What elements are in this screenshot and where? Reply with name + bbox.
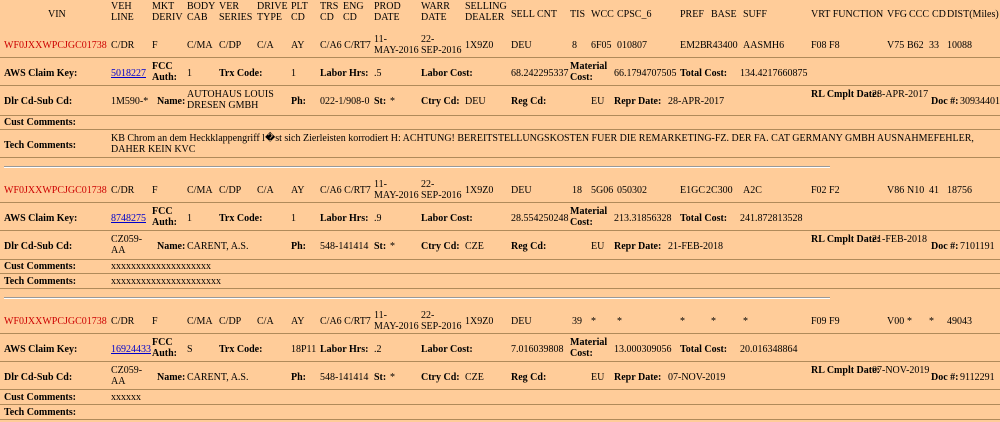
header-vin: VIN [48, 9, 66, 20]
rl-cmplt-date-label: RL Cmplt Date: [811, 89, 880, 100]
warr-date-value: 22- SEP-2016 [421, 34, 462, 56]
st-value: * [390, 372, 395, 383]
repr-date-label: Repr Date: [614, 96, 662, 107]
st-label: St: [374, 372, 387, 383]
vfg-value: V86 [887, 185, 905, 196]
base-value: * [711, 316, 716, 327]
header-wcc: WCC [591, 9, 614, 20]
ver-series-value: C/DP [219, 40, 242, 51]
aws-claim-key-label: AWS Claim Key: [4, 344, 78, 355]
reg-cd-label: Reg Cd: [511, 241, 547, 252]
header-tis: TIS [570, 9, 585, 20]
body-cab-value: C/MA [187, 316, 213, 327]
row-divider [0, 259, 1000, 260]
header-eng-cd: ENG CD [343, 1, 364, 23]
reg-cd-value: EU [591, 372, 605, 383]
pref-value: * [680, 316, 685, 327]
trx-code-value: 1 [291, 213, 296, 224]
labor-hrs-label: Labor Hrs: [320, 344, 369, 355]
selling-dealer-value: 1X9Z0 [465, 40, 494, 51]
rl-cmplt-date-value: 21-FEB-2018 [872, 234, 927, 245]
cd-value: 33 [929, 40, 939, 51]
dlr-cd-value: CZ059-AA [111, 365, 143, 387]
header-prod-date: PROD DATE [374, 1, 401, 23]
fcc-auth-value: S [187, 344, 193, 355]
reg-cd-value: EU [591, 241, 605, 252]
header-ver-series: VER SERIES [219, 1, 253, 23]
tech-comments-value: KB Chrom an dem Heckklappengriff l�st sich Zierleisten korrodiert H: ACHTUNG! BEREITSTELLUNGSKOSTEN FUER DIE REMARKETING-FZ. DER FA. CAT GERMANY GMBH AUSNAHMEFEHLER, DAHER KEIN KVC [111, 133, 974, 155]
drive-type-value: C/A [257, 40, 274, 51]
fcc-auth-label: FCC Auth: [152, 206, 178, 228]
dlr-cd-label: Dlr Cd-Sub Cd: [4, 96, 73, 107]
row-divider [0, 333, 1000, 334]
suff-value: A2C [743, 185, 762, 196]
veh-line-value: C/DR [111, 185, 135, 196]
reg-cd-value: EU [591, 96, 605, 107]
aws-claim-key-link[interactable]: 8748275 [111, 213, 146, 224]
ccc-value: N10 [907, 185, 925, 196]
total-cost-value: 134.4217660875 [740, 68, 808, 79]
tis-value: 39 [572, 316, 582, 327]
dlr-cd-label: Dlr Cd-Sub Cd: [4, 241, 73, 252]
ver-series-value: C/DP [219, 185, 242, 196]
repr-date-value: 07-NOV-2019 [668, 372, 726, 383]
total-cost-value: 20.016348864 [740, 344, 798, 355]
header-selling-dealer: SELLING DEALER [465, 1, 507, 23]
total-cost-label: Total Cost: [680, 344, 728, 355]
warr-date-value: 22- SEP-2016 [421, 310, 462, 332]
sell-cnt-value: DEU [511, 316, 532, 327]
selling-dealer-value: 1X9Z0 [465, 316, 494, 327]
row-divider [0, 157, 1000, 158]
veh-line-value: C/DR [111, 40, 135, 51]
vin-value: WF0JXXWPCJGC01738 [4, 40, 107, 51]
drive-type-value: C/A [257, 185, 274, 196]
dlr-cd-value: 1M590-* [111, 96, 149, 107]
ccc-value: B62 [907, 40, 924, 51]
header-vrt-function: VRT FUNCTION [811, 9, 884, 20]
aws-claim-key-label: AWS Claim Key: [4, 68, 78, 79]
suff-value: AASMH6 [743, 40, 785, 51]
wcc-value: 5G06 [591, 185, 614, 196]
tis-value: 8 [572, 40, 577, 51]
drive-type-value: C/A [257, 316, 274, 327]
row-divider [0, 85, 1000, 86]
repr-date-label: Repr Date: [614, 372, 662, 383]
rl-cmplt-date-value: 07-NOV-2019 [872, 365, 930, 376]
row-divider [0, 361, 1000, 362]
body-cab-value: C/MA [187, 40, 213, 51]
selling-dealer-value: 1X9Z0 [465, 185, 494, 196]
header-plt-cd: PLT CD [291, 1, 308, 23]
vfg-value: V00 [887, 316, 905, 327]
rl-cmplt-date-value: 28-APR-2017 [872, 89, 929, 100]
dist-value: 10088 [947, 40, 972, 51]
mkt-deriv-value: F [152, 185, 158, 196]
tech-comments-label: Tech Comments: [4, 407, 77, 418]
plt-cd-value: AY [291, 40, 305, 51]
mkt-deriv-value: F [152, 40, 158, 51]
st-value: * [390, 241, 395, 252]
doc-value: 30934401 [960, 96, 1000, 107]
phone-value: 548-141414 [320, 241, 369, 252]
pref-value: E1GC [680, 185, 705, 196]
row-divider [0, 129, 1000, 130]
suff-value: * [743, 316, 748, 327]
row-divider [0, 419, 1000, 420]
total-cost-value: 241.872813528 [740, 213, 803, 224]
ph-label: Ph: [291, 96, 306, 107]
row-divider [0, 404, 1000, 405]
material-cost-value: 13.000309056 [614, 344, 672, 355]
labor-hrs-label: Labor Hrs: [320, 213, 369, 224]
vrt-function-value: F09 F9 [811, 316, 840, 327]
fcc-auth-value: 1 [187, 213, 192, 224]
header-drive-type: DRIVE TYPE [257, 1, 288, 23]
labor-cost-label: Labor Cost: [421, 68, 473, 79]
doc-label: Doc #: [931, 96, 959, 107]
header-mkt-deriv: MKT DERIV [152, 1, 183, 23]
ver-series-value: C/DP [219, 316, 242, 327]
ctry-cd-label: Ctry Cd: [421, 372, 460, 383]
ctry-cd-value: DEU [465, 96, 486, 107]
trs-eng-value: C/A6 C/RT7 [320, 185, 371, 196]
fcc-auth-label: FCC Auth: [152, 61, 178, 83]
reg-cd-label: Reg Cd: [511, 372, 547, 383]
aws-claim-key-link[interactable]: 5018227 [111, 68, 146, 79]
row-divider [0, 202, 1000, 203]
header-cpsc: CPSC_6 [617, 9, 652, 20]
base-value: R43400 [706, 40, 738, 51]
vrt-function-value: F02 F2 [811, 185, 840, 196]
vfg-value: V75 [887, 40, 905, 51]
ccc-value: * [907, 316, 912, 327]
cust-comments-label: Cust Comments: [4, 261, 76, 272]
dealer-name-value: AUTOHAUS LOUIS DRESEN GMBH [187, 89, 274, 111]
trx-code-label: Trx Code: [219, 344, 263, 355]
row-divider [0, 115, 1000, 116]
labor-cost-value: 68.242295337 [511, 68, 569, 79]
ph-label: Ph: [291, 241, 306, 252]
tech-comments-label: Tech Comments: [4, 276, 77, 287]
st-value: * [390, 96, 395, 107]
doc-label: Doc #: [931, 372, 959, 383]
trx-code-label: Trx Code: [219, 68, 263, 79]
row-divider [0, 273, 1000, 274]
cust-comments-value: xxxxxx [111, 392, 141, 403]
total-cost-label: Total Cost: [680, 213, 728, 224]
repr-date-value: 28-APR-2017 [668, 96, 725, 107]
warr-date-value: 22- SEP-2016 [421, 179, 462, 201]
name-label: Name: [157, 96, 186, 107]
header-cd: CD [932, 9, 946, 20]
cd-value: * [929, 316, 934, 327]
labor-cost-label: Labor Cost: [421, 344, 473, 355]
dist-value: 49043 [947, 316, 972, 327]
fcc-auth-value: 1 [187, 68, 192, 79]
header-suff: SUFF [743, 9, 767, 20]
row-divider [0, 230, 1000, 231]
pref-value: EM2B [680, 40, 707, 51]
material-cost-value: 66.1794707505 [614, 68, 677, 79]
plt-cd-value: AY [291, 316, 305, 327]
st-label: St: [374, 241, 387, 252]
cpsc-value: 010807 [617, 40, 647, 51]
header-body-cab: BODY CAB [187, 1, 216, 23]
prod-date-value: 11- MAY-2016 [374, 310, 419, 332]
trx-code-value: 18P11 [291, 344, 317, 355]
cust-comments-label: Cust Comments: [4, 117, 76, 128]
header-vfg: VFG [887, 9, 908, 20]
header-dist: DIST(Miles) [947, 9, 999, 20]
trs-eng-value: C/A6 C/RT7 [320, 40, 371, 51]
material-cost-value: 213.31856328 [614, 213, 672, 224]
dealer-name-value: CARENT, A.S. [187, 241, 249, 252]
header-warr-date: WARR DATE [421, 1, 450, 23]
aws-claim-key-label: AWS Claim Key: [4, 213, 78, 224]
dlr-cd-value: CZ059-AA [111, 234, 143, 256]
material-cost-label: Material Cost: [570, 206, 608, 228]
dist-value: 18756 [947, 185, 972, 196]
trx-code-value: 1 [291, 68, 296, 79]
ctry-cd-label: Ctry Cd: [421, 96, 460, 107]
tech-comments-value: xxxxxxxxxxxxxxxxxxxxxx [111, 276, 221, 287]
name-label: Name: [157, 241, 186, 252]
header-sell-cnt: SELL CNT [511, 9, 558, 20]
base-value: 2C300 [706, 185, 733, 196]
wcc-value: 6F05 [591, 40, 612, 51]
row-divider [0, 57, 1000, 58]
name-label: Name: [157, 372, 186, 383]
labor-hrs-value: .5 [374, 68, 382, 79]
doc-label: Doc #: [931, 241, 959, 252]
tech-comments-label: Tech Comments: [4, 140, 77, 151]
ctry-cd-label: Ctry Cd: [421, 241, 460, 252]
fcc-auth-label: FCC Auth: [152, 337, 178, 359]
sell-cnt-value: DEU [511, 40, 532, 51]
ctry-cd-value: CZE [465, 241, 484, 252]
rl-cmplt-date-label: RL Cmplt Date: [811, 365, 880, 376]
body-cab-value: C/MA [187, 185, 213, 196]
doc-value: 9112291 [960, 372, 995, 383]
cust-comments-label: Cust Comments: [4, 392, 76, 403]
claim-separator [4, 297, 830, 299]
aws-claim-key-link[interactable]: 16924433 [111, 344, 151, 355]
material-cost-label: Material Cost: [570, 337, 608, 359]
header-ccc: CCC [909, 9, 930, 20]
reg-cd-label: Reg Cd: [511, 96, 547, 107]
doc-value: 7101191 [960, 241, 995, 252]
row-divider [0, 389, 1000, 390]
header-pref: PREF [680, 9, 704, 20]
phone-value: 022-1/908-0 [320, 96, 370, 107]
labor-hrs-value: .2 [374, 344, 382, 355]
labor-hrs-label: Labor Hrs: [320, 68, 369, 79]
wcc-value: * [591, 316, 596, 327]
labor-hrs-value: .9 [374, 213, 382, 224]
material-cost-label: Material Cost: [570, 61, 608, 83]
cust-comments-value: xxxxxxxxxxxxxxxxxxxx [111, 261, 211, 272]
labor-cost-value: 28.554250248 [511, 213, 569, 224]
sell-cnt-value: DEU [511, 185, 532, 196]
tis-value: 18 [572, 185, 582, 196]
veh-line-value: C/DR [111, 316, 135, 327]
header-trs-cd: TRS CD [320, 1, 339, 23]
mkt-deriv-value: F [152, 316, 158, 327]
prod-date-value: 11- MAY-2016 [374, 179, 419, 201]
labor-cost-value: 7.016039808 [511, 344, 564, 355]
vin-value: WF0JXXWPCJGC01738 [4, 185, 107, 196]
cd-value: 41 [929, 185, 939, 196]
repr-date-label: Repr Date: [614, 241, 662, 252]
trs-eng-value: C/A6 C/RT7 [320, 316, 371, 327]
phone-value: 548-141414 [320, 372, 369, 383]
cpsc-value: * [617, 316, 622, 327]
dealer-name-value: CARENT, A.S. [187, 372, 249, 383]
plt-cd-value: AY [291, 185, 305, 196]
claim-separator [4, 166, 830, 168]
vrt-function-value: F08 F8 [811, 40, 840, 51]
ph-label: Ph: [291, 372, 306, 383]
ctry-cd-value: CZE [465, 372, 484, 383]
prod-date-value: 11- MAY-2016 [374, 34, 419, 56]
rl-cmplt-date-label: RL Cmplt Date: [811, 234, 880, 245]
cpsc-value: 050302 [617, 185, 647, 196]
st-label: St: [374, 96, 387, 107]
row-divider [0, 288, 1000, 289]
dlr-cd-label: Dlr Cd-Sub Cd: [4, 372, 73, 383]
total-cost-label: Total Cost: [680, 68, 728, 79]
repr-date-value: 21-FEB-2018 [668, 241, 723, 252]
vin-value: WF0JXXWPCJGC01738 [4, 316, 107, 327]
header-veh-line: VEH LINE [111, 1, 134, 23]
labor-cost-label: Labor Cost: [421, 213, 473, 224]
trx-code-label: Trx Code: [219, 213, 263, 224]
header-base: BASE [711, 9, 737, 20]
